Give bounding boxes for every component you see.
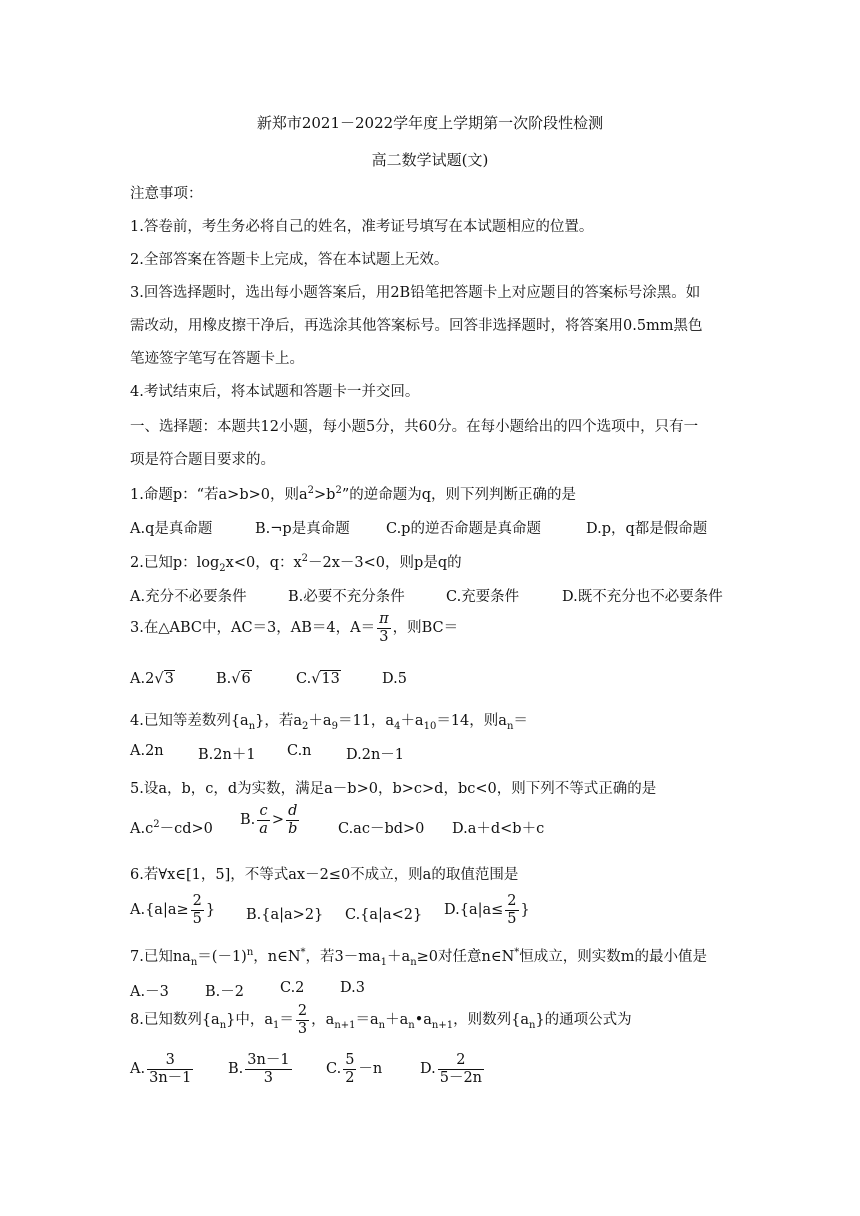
question-4-option-c: C.n: [287, 743, 312, 759]
question-5-option-a: $A.c^2-cd>0$: [130, 819, 213, 837]
question-6-option-d: D.{a|a≤ $\frac{2}{5}$ }: [444, 893, 530, 927]
question-3-option-d: D.5: [382, 671, 407, 687]
question-6-option-c: C.{a|a<2}: [345, 907, 423, 923]
question-6-option-b: B.{a|a>2}: [246, 907, 324, 923]
question-7-option-a: A.－3: [130, 984, 169, 1000]
question-8-option-a: A. $\frac{3}{3n-1}$: [130, 1052, 192, 1086]
question-4-option-d: D.2n－1: [346, 747, 405, 763]
question-8-option-c: C. $\frac{5}{2}$ －n: [326, 1052, 383, 1086]
question-7-option-c: C.2: [280, 980, 305, 996]
question-8-option-d: D. $\frac{2}{5-2n}$: [420, 1052, 483, 1086]
section-instructions-a: 一、选择题：本题共12小题，每小题5分，共60分。在每小题给出的四个选项中，只有一: [130, 419, 699, 435]
question-5-option-b: B. $\frac{c}{a}$ > $\frac{d}{b}$: [240, 803, 298, 837]
note-3c: 笔迹签字笔写在答题卡上。: [130, 351, 304, 367]
question-8-option-b: B. $\frac{3n-1}{3}$: [228, 1052, 290, 1086]
question-3-option-c: C.√13: [296, 671, 340, 687]
question-1-stem: 1.命题p：“若a>b>0，则$a^2>b^2$”的逆命题为q，则下列判断正确的是: [130, 485, 577, 503]
question-1-option-a: A.q是真命题: [130, 521, 213, 537]
question-7-option-d: D.3: [340, 980, 365, 996]
question-2-option-c: C.充要条件: [446, 589, 520, 605]
question-2-option-b: B.必要不充分条件: [288, 589, 405, 605]
notes-heading: 注意事项：: [130, 186, 203, 202]
fraction-pi-over-3: $\frac{\pi}{3}$: [379, 611, 389, 645]
question-4-option-b: B.2n＋1: [198, 747, 256, 763]
note-1: 1.答卷前，考生务必将自己的姓名，准考证号填写在本试题相应的位置。: [130, 219, 594, 235]
question-5-stem: 5.设a，b，c，d为实数，满足a－b>0，b>c>d，bc<0，则下列不等式正确的是: [130, 781, 657, 797]
question-3-stem: 3.在△ABC中，AC＝3，AB＝4，A＝ $\frac{\pi}{3}$ ，则BC＝: [130, 611, 459, 645]
question-5-option-d: D.a＋d<b＋c: [452, 821, 545, 837]
exam-title: 新郑市2021－2022学年度上学期第一次阶段性检测: [256, 114, 604, 132]
note-2: 2.全部答案在答题卡上完成，答在本试题上无效。: [130, 252, 449, 268]
question-1-option-b: B.¬p是真命题: [255, 521, 350, 537]
question-1-option-d: D.p，q都是假命题: [586, 521, 708, 537]
note-3a: 3.回答选择题时，选出每小题答案后，用2B铅笔把答题卡上对应题目的答案标号涂黑。如: [130, 285, 701, 301]
question-7-option-b: B.－2: [205, 984, 244, 1000]
question-2-option-a: A.充分不必要条件: [130, 589, 247, 605]
question-5-option-c: C.ac－bd>0: [338, 821, 425, 837]
question-1-option-c: C.p的逆否命题是真命题: [386, 521, 541, 537]
question-2-stem: 2.已知p：$\log_2x<0$，q：$x^2-2x-3<0$，则p是q的: [130, 553, 462, 574]
question-3-option-b: B.√6: [216, 671, 251, 687]
question-7-stem: 7.已知$na_n=(-1)^n$，n∈N*，若$3-ma_1+a_n\ge 0$对任意n∈N*恒成立，则实数m的最小值是: [130, 947, 708, 968]
question-3-option-a: A.2√3: [130, 671, 174, 687]
question-4-option-a: A.2n: [130, 743, 164, 759]
exam-subtitle: 高二数学试题(文): [371, 151, 489, 169]
question-6-stem: 6.若∀x∈[1，5]，不等式ax－2≤0不成立，则a的取值范围是: [130, 867, 519, 883]
note-3b: 需改动，用橡皮擦干净后，再选涂其他答案标号。回答非选择题时，将答案用0.5mm黑色: [130, 318, 703, 334]
question-4-stem: 4.已知等差数列$\{a_n\}$，若$a_2+a_9=11$，$a_4+a_{10}=14$，则$a_n=$: [130, 713, 528, 732]
question-2-option-d: D.既不充分也不必要条件: [562, 589, 723, 605]
question-8-stem: 8.已知数列$\{a_n\}$中，$a_1=$ $\frac{2}{3}$ ，$a_{n+1}=a_n+a_n•a_{n+1}$，则数列$\{a_n\}$的通项公式为: [130, 1003, 632, 1037]
question-6-option-a: A.{a|a≥ $\frac{2}{5}$ }: [130, 893, 216, 927]
note-4: 4.考试结束后，将本试题和答题卡一并交回。: [130, 384, 420, 400]
section-instructions-b: 项是符合题目要求的。: [130, 452, 275, 468]
